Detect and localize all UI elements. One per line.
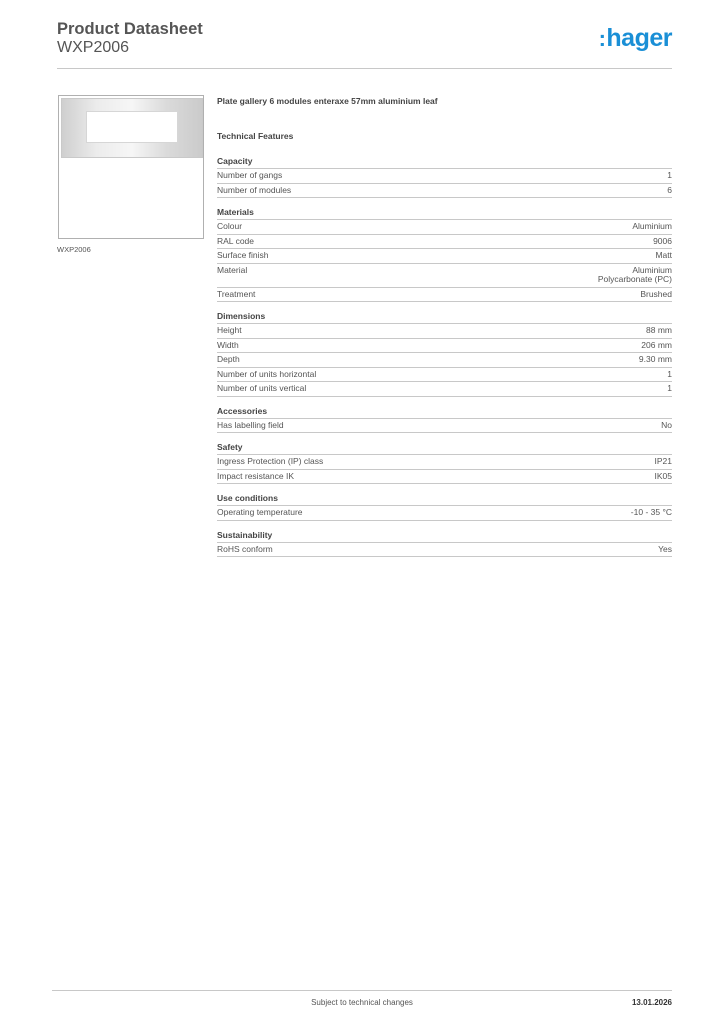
spec-section [217,530,672,558]
spec-label: Has labelling field [217,419,284,430]
spec-row [217,324,672,339]
product-image [58,95,204,239]
spec-row [217,169,672,184]
spec-value-line: -10 - 35 °C [630,507,672,517]
footer-divider [52,990,672,991]
footer-note: Subject to technical changes [311,998,413,1007]
datasheet-content [217,96,672,566]
spec-value [646,326,672,336]
spec-row [217,382,672,397]
spec-row [217,506,672,521]
spec-label: Material [217,264,248,275]
section-title: Use conditions [217,493,672,506]
spec-value-line: IK05 [654,470,672,481]
spec-value-line: Aluminium [632,221,672,231]
spec-value-line: Aluminium [632,264,672,275]
spec-row [217,339,672,354]
spec-row [217,419,672,434]
spec-value-line: 88 mm [646,325,672,335]
spec-label: RAL code [217,235,255,246]
product-code: WXP2006 [57,39,130,56]
spec-section [217,493,672,521]
spec-section [217,406,672,434]
spec-value-line: 1 [667,170,672,180]
spec-row [217,220,672,235]
spec-value [655,457,673,467]
spec-value [641,341,672,351]
spec-value [631,508,672,518]
spec-row [217,235,672,250]
footer-date: 13.01.2026 [631,998,672,1007]
spec-section [217,311,672,397]
spec-value [667,186,672,196]
logo-text: hager [606,24,672,52]
spec-label: RoHS conform [217,543,273,554]
section-title: Dimensions [217,311,672,324]
document-title: Product Datasheet [57,20,203,38]
plate-illustration [61,98,203,158]
header-divider [57,68,672,69]
spec-value-line: 1 [667,383,672,393]
spec-value [658,545,672,555]
image-caption: WXP2006 [57,245,91,254]
spec-label: Impact resistance IK [217,470,295,481]
product-description: Plate gallery 6 modules enteraxe 57mm aluminium leaf [217,96,438,106]
spec-value-line: 9006 [653,235,672,246]
section-title: Safety [217,442,672,455]
page-header [57,20,672,68]
section-title: Capacity [217,156,672,169]
spec-value [640,290,672,300]
spec-value-line: Yes [658,543,672,554]
spec-label: Width [217,339,239,350]
spec-label: Operating temperature [217,507,303,517]
spec-label: Depth [217,354,240,364]
spec-value [667,370,672,380]
spec-value [667,171,672,181]
section-title: Materials [217,207,672,220]
spec-value-line: 1 [667,368,672,379]
spec-row [217,264,672,288]
spec-row [217,288,672,303]
hager-logo [599,26,672,51]
spec-label: Number of modules [217,184,292,195]
spec-label: Height [217,325,242,335]
plate-window [86,111,178,143]
spec-row [217,470,672,485]
spec-value-line: 206 mm [641,339,672,350]
spec-section [217,207,672,302]
logo-dots: : [598,26,606,51]
spec-label: Number of units vertical [217,383,307,393]
spec-value-line: No [661,419,672,430]
spec-label: Surface finish [217,250,269,260]
spec-value [653,237,672,247]
spec-label: Ingress Protection (IP) class [217,456,324,466]
spec-label: Colour [217,221,243,231]
spec-label: Treatment [217,288,256,299]
spec-value [639,355,672,365]
spec-value [655,472,673,482]
spec-row [217,184,672,199]
spec-row [217,368,672,383]
section-title: Accessories [217,406,672,419]
spec-value-line: IP21 [654,456,672,466]
spec-value [661,421,672,431]
spec-value-line: Matt [655,250,672,260]
spec-row [217,249,672,264]
spec-row [217,455,672,470]
spec-value-line: Brushed [640,288,672,299]
spec-value [598,266,672,285]
spec-value-line: 6 [667,184,672,195]
spec-label: Number of gangs [217,170,283,180]
spec-row [217,543,672,558]
spec-value [632,222,672,232]
spec-section [217,156,672,198]
spec-label: Number of units horizontal [217,368,317,379]
section-title: Sustainability [217,530,672,543]
technical-features-title: Technical Features [217,131,294,141]
spec-value [655,251,672,261]
spec-section [217,442,672,484]
spec-value-line: 9.30 mm [638,354,672,364]
spec-sections [217,156,672,557]
spec-row [217,353,672,368]
spec-value [667,384,672,394]
spec-value-line: Polycarbonate (PC) [597,274,672,284]
